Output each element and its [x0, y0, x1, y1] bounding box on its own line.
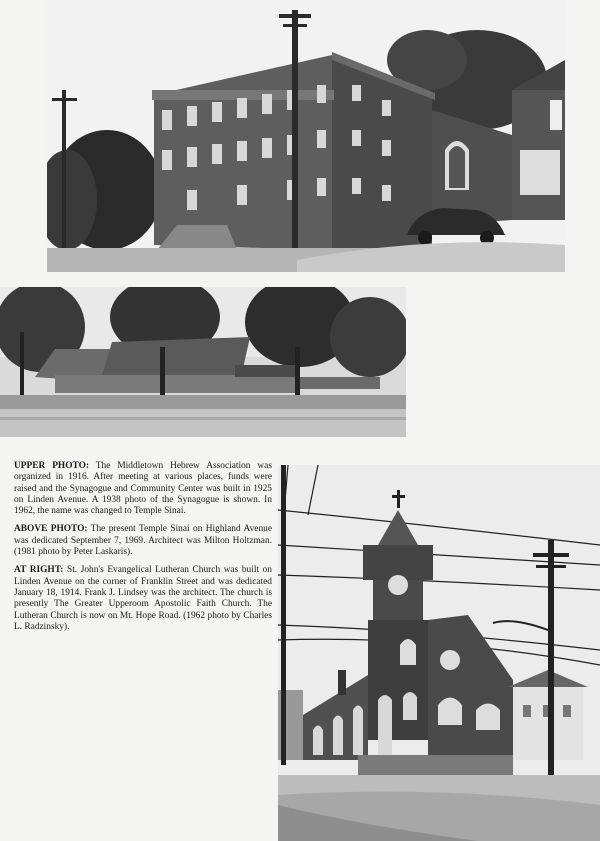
- caption-above-photo: [14, 524, 272, 558]
- lutheran-church-photo-image: [278, 465, 600, 841]
- caption-upper-text: The Middletown Hebrew Association was organized in 1916. After meeting at various places, funds were raised and the Synagogue and Community Center was built in 1925 on Linden Avenue. A 1938 photo of the Synagogue is shown. In 1962, the name was changed to Temple Sinai.: [14, 461, 272, 517]
- caption-above-heading: ABOVE PHOTO:: [14, 524, 88, 535]
- caption-upper-photo: [14, 461, 272, 517]
- synagogue-photo: [47, 0, 565, 272]
- caption-right-heading: AT RIGHT:: [14, 565, 64, 576]
- synagogue-photo-image: [47, 0, 565, 272]
- caption-right-text: St. John's Evangelical Lutheran Church was built on Linden Avenue on the corner of Franklin Street and was dedicated January 18, 1914. Frank J. Lindsey was the architect. The church is presently The Greater Upperoom Apostolic Faith Church. The Lutheran Church is now on Mt. Hope Road. (1962 photo by Charles L. Radzinsky).: [14, 565, 272, 632]
- captions-block: [14, 461, 272, 640]
- temple-sinai-photo: [0, 287, 406, 437]
- temple-sinai-photo-image: [0, 287, 406, 437]
- caption-at-right: [14, 565, 272, 633]
- caption-upper-heading: UPPER PHOTO:: [14, 461, 90, 471]
- lutheran-church-photo: [278, 465, 600, 841]
- caption-above-text: The present Temple Sinai on Highland Avenue was dedicated September 7, 1969. Architect was Milton Holtzman. (1981 photo by Peter Laskaris).: [14, 524, 272, 558]
